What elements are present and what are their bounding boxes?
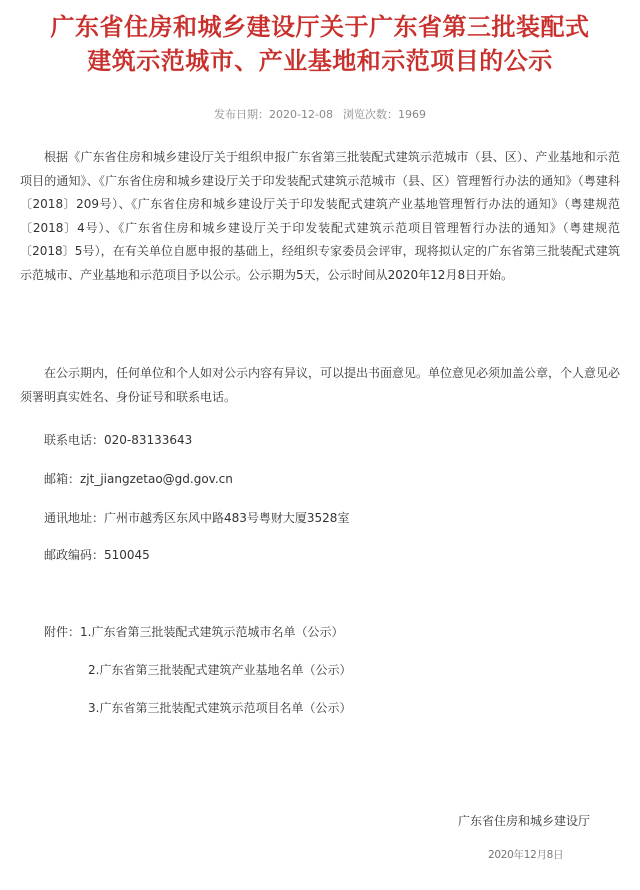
title-line-1: 广东省住房和城乡建设厅关于广东省第三批装配式	[50, 13, 590, 41]
contact-phone: 联系电话：020-83133643	[44, 433, 193, 447]
page-title	[0, 10, 640, 78]
attachment-1-link[interactable]: 附件：1.广东省第三批装配式建筑示范城市名单（公示）	[44, 625, 344, 639]
signature-org: 广东省住房和城乡建设厅	[458, 814, 591, 828]
signature-date: 2020年12月8日	[488, 849, 564, 861]
publish-date: 发布日期：2020-12-08	[214, 108, 333, 121]
view-count: 浏览次数：1969	[342, 108, 426, 121]
contact-address: 通讯地址：广州市越秀区东风中路483号粤财大厦3528室	[44, 511, 350, 525]
contact-postcode: 邮政编码：510045	[44, 548, 150, 562]
article-meta	[0, 106, 640, 122]
contact-email: 邮箱：zjt_jiangzetao@gd.gov.cn	[44, 472, 233, 486]
body-paragraph-1: 根据《广东省住房和城乡建设厅关于组织申报广东省第三批装配式建筑示范城市（县、区）、产业基地和示范项目的通知》、《广东省住房和城乡建设厅关于印发装配式建筑示范城市（县、区）管理暂行办法的通知》（粤建科〔2018〕209号）、《广东省住房和城乡建设厅关于印发装配式建筑产业基地管理暂行办法的通知》（粤建规范〔2018〕4号）、《广东省住房和城乡建设厅关于印发装配式建筑示范项目管理暂行办法的通知》（粤建规范〔2018〕5号），在有关单位自愿申报的基础上，经组织专家委员会评审，现将拟认定的广东省第三批装配式建筑示范城市、产业基地和示范项目予以公示。公示期为5天，公示时间从2020年12月8日开始。	[20, 150, 620, 282]
title-line-2: 建筑示范城市、产业基地和示范项目的公示	[87, 47, 553, 75]
body-paragraph-2: 在公示期内，任何单位和个人如对公示内容有异议，可以提出书面意见。单位意见必须加盖公章，个人意见必须署明真实姓名、身份证号和联系电话。	[20, 366, 621, 404]
attachment-3-link[interactable]: 3.广东省第三批装配式建筑示范项目名单（公示）	[88, 701, 352, 715]
attachment-2-link[interactable]: 2.广东省第三批装配式建筑产业基地名单（公示）	[88, 663, 352, 677]
